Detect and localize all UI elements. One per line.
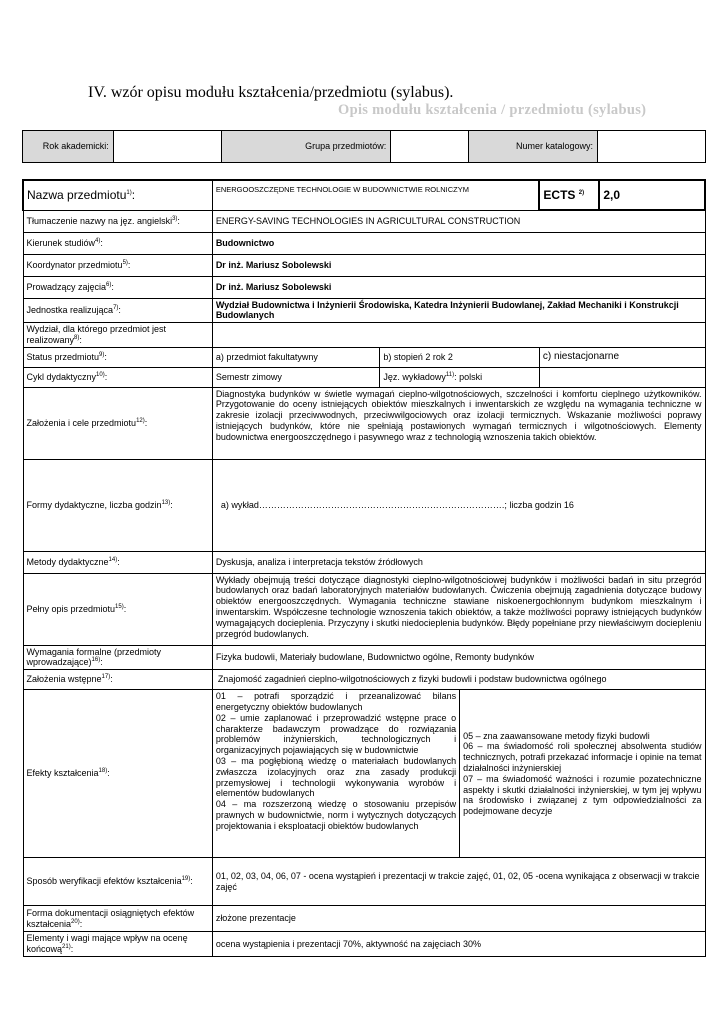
row-forms	[23, 459, 705, 551]
row-translation	[23, 210, 705, 232]
row-lecturer	[23, 276, 705, 298]
catalog-value	[598, 131, 706, 163]
methods-value: Dyskusja, analiza i interpretacja tekstów źródłowych	[212, 551, 705, 573]
language-value: : polski	[454, 371, 483, 382]
row-cycle	[23, 367, 705, 387]
faculty-value	[212, 323, 705, 348]
row-effects	[23, 690, 705, 858]
grading-value: ocena wystąpienia i prezentacji 70%, aktywność na zajęciach 30%	[212, 932, 705, 957]
full-description-label: Pełny opis przedmiotu$^{15)}$:	[23, 573, 212, 645]
ects-value: 2,0	[599, 180, 705, 210]
faculty-label: Wydział, dla którego przedmiot jest realizowany$^{8)}$:	[23, 323, 212, 348]
document-title: IV. wzór opisu modułu kształcenia/przedmiotu (sylabus).	[88, 84, 454, 101]
row-faculty	[23, 323, 705, 348]
language-cell: Jęz. wykładowy$^{11)}$: polski	[380, 367, 540, 387]
effects-right: 05 – zna zaawansowane metody fizyki budowli 06 – ma świadomość roli społecznej absolwenta studiów technicznych, potrafi przekazać informacje i opinie na temat działalności inżynierskiej 07 – ma świadomość ważności i rozumie pozatechniczne aspekty i skutki działalności inżynierskiej, w tym jej wpływu na środowisko i związanej z tym odpowiedzialności za podejmowane decyzje	[460, 690, 705, 858]
row-formal-requirements	[23, 645, 705, 670]
documentation-label: Forma dokumentacji osiągniętych efektów kształcenia$^{20)}$:	[23, 906, 212, 932]
coordinator-label: Koordynator przedmiotu$^{5)}$:	[23, 254, 212, 276]
goals-label: Założenia i cele przedmiotu$^{12)}$:	[23, 387, 212, 459]
academic-year-value	[113, 131, 221, 163]
cycle-empty	[539, 367, 705, 387]
prerequisites-value: Znajomość zagadnień cieplno-wilgotnościowych z fizyki budowli i podstaw budownictwa ogólnego	[212, 670, 705, 690]
status-a: a) przedmiot fakultatywny	[212, 347, 380, 367]
row-status	[23, 347, 705, 367]
course-name-value: ENERGOOSZCZĘDNE TECHNOLOGIE W BUDOWNICTWIE ROLNICZYM	[212, 180, 539, 210]
coordinator-value: Dr inż. Mariusz Sobolewski	[212, 254, 705, 276]
grading-label: Elementy i wagi mające wpływ na ocenę końcową$^{21)}$:	[23, 932, 212, 957]
row-methods	[23, 551, 705, 573]
row-coordinator	[23, 254, 705, 276]
cycle-value: Semestr zimowy	[212, 367, 380, 387]
academic-year-label: Rok akademicki:	[23, 131, 114, 163]
row-verification	[23, 858, 705, 906]
formal-requirements-label: Wymagania formalne (przedmioty wprowadzające)$^{16)}$:	[23, 645, 212, 670]
lecturer-label: Prowadzący zajęcia$^{6)}$:	[23, 276, 212, 298]
documentation-value: złożone prezentacje	[212, 906, 705, 932]
prerequisites-label: Założenia wstępne$^{17)}$:	[23, 670, 212, 690]
row-course-name	[23, 180, 705, 210]
verification-value: 01, 02, 03, 04, 06, 07 - ocena wystąpień i prezentacji w trakcie zajęć, 01, 02, 05 -ocena wynikająca z obserwacji w trakcie zajęć	[212, 858, 705, 906]
methods-label: Metody dydaktyczne$^{14)}$:	[23, 551, 212, 573]
row-grading	[23, 932, 705, 957]
status-b: b) stopień 2 rok 2	[380, 347, 540, 367]
field-label: Kierunek studiów$^{4)}$:	[23, 232, 212, 254]
goals-value: Diagnostyka budynków w świetle wymagań cieplno-wilgotnościowych, szczelności i komfortu cieplnego użytkowników. Przygotowanie do oceny istniejących obiektów mieszkalnych i inwentarskich ze względu na wymagania techniczne w zakresie izolacji przeciwwodnych, przeciwwilgociowych oraz izolacji termicznych. Wskazanie możliwości poprawy istniejących budynków, które nie spełniają postawionych wymagań termicznych i wilgotnościowych. Elementy budownictwa energooszczędnego i pasywnego wraz z technologią wznoszenia takich obiektów.	[212, 387, 705, 459]
full-description-value: Wykłady obejmują treści dotyczące diagnostyki cieplno-wilgotnościowej budynków i możliwości badań in situ przegród budowlanych oraz badań laboratoryjnych materiałów budowlanych. Ćwiczenia obejmują zagadnienia dotyczące budowy obiektów energooszczędnych. Wymagania techniczne stawiane niskoenergochłonnym budynkom mieszkalnym i inwentarskim. Współczesne technologie wznoszenia takich obiektów, a także możliwości poprawy istniejących budynków wymagających docieplenia. Przyczyny i skutki niedocieplenia budynków. Błędy popełniane przy niewłaściwym dociepleniu przegród budowlanych.	[212, 573, 705, 645]
row-full-description	[23, 573, 705, 645]
row-unit	[23, 298, 705, 323]
lecturer-value: Dr inż. Mariusz Sobolewski	[212, 276, 705, 298]
language-label: Jęz. wykładowy	[383, 371, 446, 382]
catalog-header-table	[22, 130, 706, 163]
status-label: Status przedmiotu$^{9)}$:	[23, 347, 212, 367]
status-c: c) niestacjonarne	[539, 347, 705, 367]
row-field	[23, 232, 705, 254]
forms-value: a) wykład……………………………………………………………………….; liczba godzin 16	[212, 459, 705, 551]
effects-label: Efekty kształcenia$^{18)}$:	[23, 690, 212, 858]
effects-left: 01 – potrafi sporządzić i przeanalizować bilans energetyczny obiektów budowlanych 02 – umie zaplanować i przeprowadzić wstępne prace o charakterze badawczym prowadzące do rozwiązania problemów inżynierskich, technologicznych i organizacyjnych pojawiających się w budownictwie 03 – ma pogłębioną wiedzę o materiałach budowlanych zwłaszcza izolacyjnych oraz zna zasady produkcji przemysłowej i technologii wykonywania wyrobów i elementów budowlanych 04 – ma rozszerzoną wiedzę o stosowaniu przepisów prawnych w budownictwie, norm i wytycznych dotyczących projektowania i eksploatacji obiektów budowlanych	[212, 690, 459, 858]
document-subtitle: Opis modułu kształcenia / przedmiotu (sylabus)	[338, 102, 647, 118]
unit-label: Jednostka realizująca$^{7)}$:	[23, 298, 212, 323]
course-name-label: Nazwa przedmiotu$^{1)}$:	[23, 180, 212, 210]
translation-label: Tłumaczenie nazwy na jęz. angielski$^{3)}$:	[23, 210, 212, 232]
row-goals	[23, 387, 705, 459]
ects-label: ECTS $^{2)}$	[539, 180, 599, 210]
row-prerequisites	[23, 670, 705, 690]
syllabus-table	[22, 179, 706, 957]
cycle-label: Cykl dydaktyczny$^{10)}$:	[23, 367, 212, 387]
forms-label: Formy dydaktyczne, liczba godzin$^{13)}$:	[23, 459, 212, 551]
formal-requirements-value: Fizyka budowli, Materiały budowlane, Budownictwo ogólne, Remonty budynków	[212, 645, 705, 670]
unit-value: Wydział Budownictwa i Inżynierii Środowiska, Katedra Inżynierii Budowlanej, Zakład Mechaniki i Konstrukcji Budowlanych	[212, 298, 705, 323]
row-documentation	[23, 906, 705, 932]
verification-label: Sposób weryfikacji efektów kształcenia$^{19)}$:	[23, 858, 212, 906]
group-value	[391, 131, 469, 163]
translation-value: ENERGY-SAVING TECHNOLOGIES IN AGRICULTURAL CONSTRUCTION	[212, 210, 705, 232]
field-value: Budownictwo	[212, 232, 705, 254]
catalog-label: Numer katalogowy:	[468, 131, 597, 163]
group-label: Grupa przedmiotów:	[221, 131, 390, 163]
